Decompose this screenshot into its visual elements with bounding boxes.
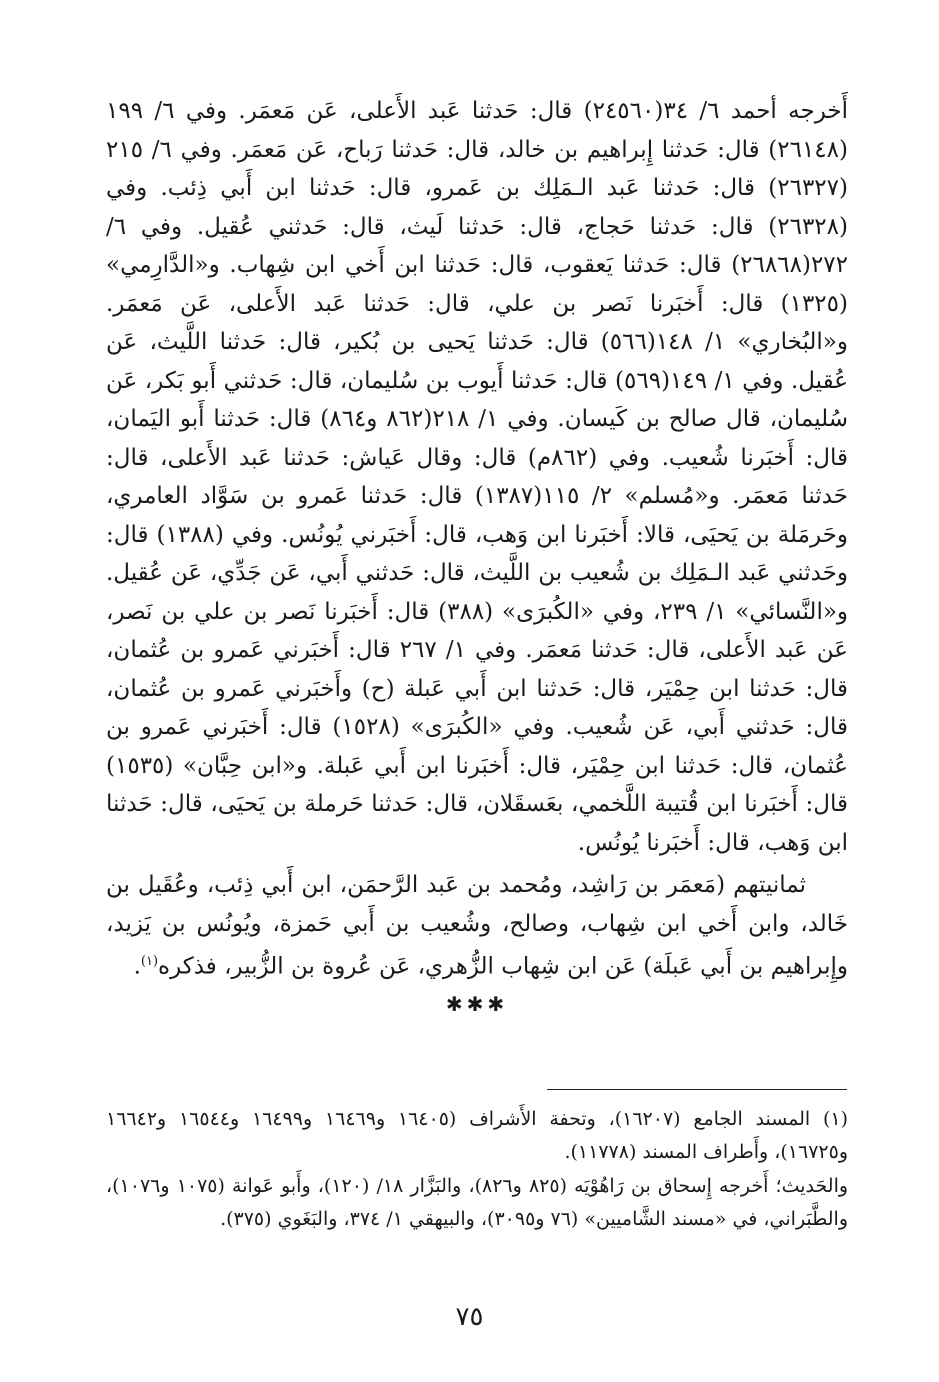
footnote-marker[interactable]: (١) bbox=[140, 954, 159, 969]
footnote-1-continued: والحَديث؛ أَخرجه إِسحاق بن رَاهُوْيَه (٨٢٥ و٨٢٦)، والبَزَّار ١٨/ (١٢٠)، وأَبو عَوانة (١٠٧٥ و١٠٧٦)، والطَّبَراني، في «مسند الشَّاميين» (٧٦ و٣٠٩٥)، والبيهقي ١/ ٣٧٤، والبَغَوي (٣٧٥). bbox=[106, 1175, 849, 1230]
footnote-1: (١) المسند الجامع (١٦٢٠٧)، وتحفة الأَشراف (١٦٤٠٥ و١٦٤٦٩ و١٦٤٩٩ و١٦٥٤٤ و١٦٦٤٢ و١٦٧٢٥)، وأَطراف المسند (١١٧٧٨). bbox=[106, 1108, 849, 1163]
paragraph-summary: ثمانيتهم (مَعمَر بن رَاشِد، ومُحمد بن عَبد الرَّحمَن، ابن أَبي ذِئب، وعُقَيل بن خَالد، وابن أَخي ابن شِهاب، وصالح، وشُعيب بن أَبي حَمزة، ويُونُس بن يَزيد، وإِبراهيم بن أَبي عَبلَة) عَن ابن شِهاب الزُّهري، عَن عُروة بن الزُّبير، فذكره$^{(١)}$. bbox=[106, 872, 848, 980]
page-number: ٧٥ bbox=[455, 1302, 484, 1332]
paragraph-summary-text: ثمانيتهم (مَعمَر بن رَاشِد، ومُحمد بن عَبد الرَّحمَن، ابن أَبي ذِئب، وعُقَيل بن خَالد، وابن أَخي ابن شِهاب، وصالح، وشُعيب بن أَبي حَمزة، ويُونُس بن يَزيد، وإِبراهيم بن أَبي عَبلَة) عَن ابن شِهاب الزُّهري، عَن عُروة بن الزُّبير، فذكره bbox=[106, 872, 848, 980]
paragraph-takhrij: أَخرجه أحمد ٦/ ٣٤(٢٤٥٦٠) قال: حَدثنا عَبد الأَعلى، عَن مَعمَر. وفي ٦/ ١٩٩ (٢٦١٤٨) قال: حَدثنا إِبراهيم بن خالد، قال: حَدثنا رَباح، عَن مَعمَر. وفي ٦/ ٢١٥ (٢٦٣٢٧) قال: حَدثنا عَبد الـمَلِك بن عَمرو، قال: حَدثنا ابن أَبي ذِئب. وفي (٢٦٣٢٨) قال: حَدثنا حَجاج، قال: حَدثنا لَيث، قال: حَدثني عُقيل. وفي ٦/ ٢٧٢(٢٦٨٦٨) قال: حَدثنا يَعقوب، قال: حَدثنا ابن أَخي ابن شِهاب. و«الدَّارِمي» (١٣٢٥) قال: أَخبَرنا نَصر بن علي، قال: حَدثنا عَبد الأَعلى، عَن مَعمَر. و«البُخاري» ١/ ١٤٨(٥٦٦) قال: حَدثنا يَحيى بن بُكير، قال: حَدثنا اللَّيث، عَن عُقيل. وفي ١/ ١٤٩(٥٦٩) قال: حَدثنا أَيوب بن سُليمان، قال: حَدثني أَبو بَكر، عَن سُليمان، قال صالح بن كَيسان. وفي ١/ ٢١٨(٨٦٢ و٨٦٤) قال: حَدثنا أَبو اليَمان، قال: أَخبَرنا شُعيب. وفي (٨٦٢م) قال: وقال عَياش: حَدثنا عَبد الأَعلى، قال: حَدثنا مَعمَر. و«مُسلم» ٢/ ١١٥(١٣٨٧) قال: حَدثنا عَمرو بن سَوَّاد العامري، وحَرمَلة بن يَحيَى، قالا: أَخبَرنا ابن وَهب، قال: أَخبَرني يُونُس. وفي (١٣٨٨) قال: وحَدثني عَبد الـمَلِك بن شُعيب بن اللَّيث، قال: حَدثني أَبي، عَن جَدِّي، عَن عُقيل. و«النَّسائي» ١/ ٢٣٩، وفي «الكُبرَى» (٣٨٨) قال: أَخبَرنا نَصر بن علي بن نَصر، عَن عَبد الأَعلى، قال: حَدثنا مَعمَر. وفي ١/ ٢٦٧ قال: أَخبَرني عَمرو بن عُثمان، قال: حَدثنا ابن حِمْيَر، قال: حَدثنا ابن أَبي عَبلة (ح) وأَخبَرني عَمرو بن عُثمان، قال: حَدثني أَبي، عَن شُعيب. وفي «الكُبرَى» (١٥٢٨) قال: أَخبَرني عَمرو بن عُثمان، قال: حَدثنا ابن حِمْيَر، قال: أَخبَرنا ابن أَبي عَبلة. و«ابن حِبَّان» (١٥٣٥) قال: أَخبَرنا ابن قُتيبة اللَّخمي، بعَسقَلان، قال: حَدثنا حَرملة بن يَحيَى، قال: حَدثنا ابن وَهب، قال: أَخبَرنا يُونُس. bbox=[106, 98, 849, 856]
main-text-block bbox=[106, 92, 848, 1016]
footnotes-block bbox=[106, 1103, 848, 1235]
footnote-divider bbox=[547, 1089, 847, 1090]
section-separator: ✱✱✱ bbox=[445, 992, 509, 1017]
